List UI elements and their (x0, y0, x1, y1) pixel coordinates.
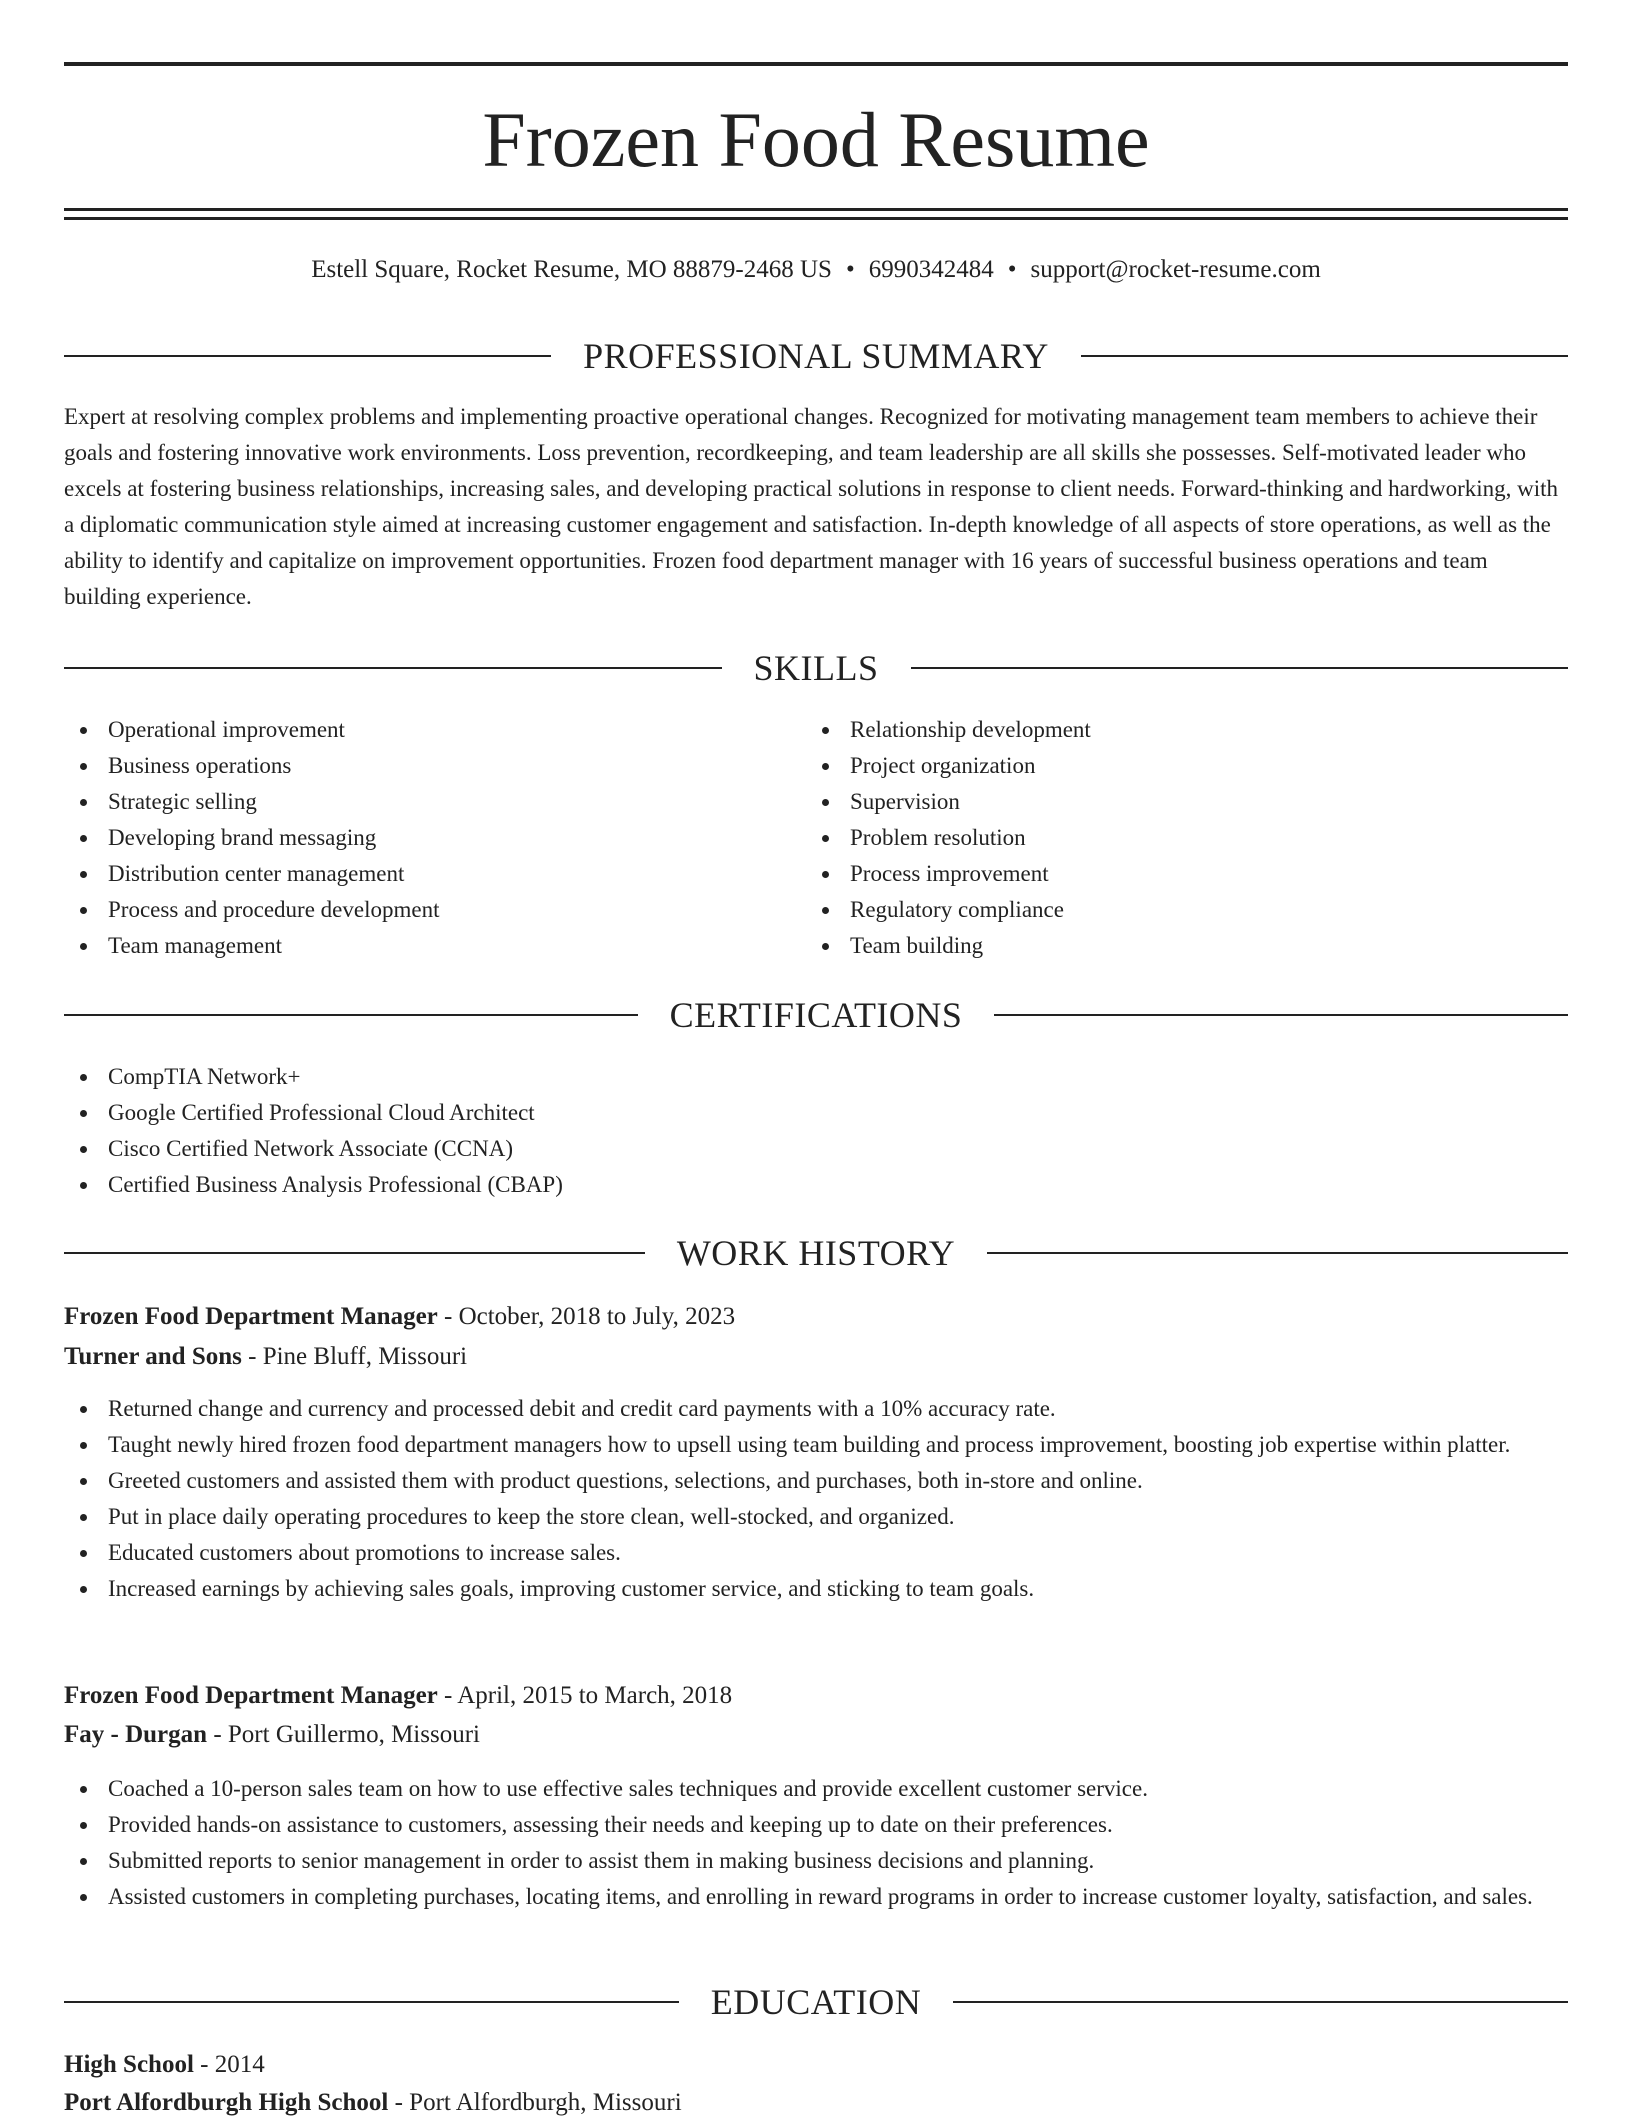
education-degree-line (64, 2046, 1568, 2084)
education-year: - 2014 (200, 2051, 265, 2078)
job-company-line (64, 1338, 1568, 1376)
job-company-line (64, 1716, 1568, 1754)
section-heading-education (64, 1980, 1568, 2024)
contact-address: Estell Square, Rocket Resume, MO 88879-2468 US (311, 256, 832, 283)
education-degree: High School (64, 2051, 194, 2078)
skill-item: Distribution center management (64, 856, 806, 892)
certification-item: CompTIA Network+ (64, 1059, 1568, 1095)
skill-item: Process improvement (806, 856, 1568, 892)
education-location: - Port Alfordburgh, Missouri (394, 2089, 682, 2116)
contact-line (64, 252, 1568, 288)
job-bullet: Greeted customers and assisted them with product questions, selections, and purchases, both in-store and online. (64, 1463, 1568, 1499)
skill-item: Business operations (64, 748, 806, 784)
certification-item: Certified Business Analysis Professional (CBAP) (64, 1167, 1568, 1203)
title-double-rule (64, 208, 1568, 220)
job-bullet: Submitted reports to senior management in order to assist them in making business decisions and planning. (64, 1843, 1568, 1879)
job-bullet: Provided hands-on assistance to customers, assessing their needs and keeping up to date on their preferences. (64, 1807, 1568, 1843)
skill-item: Team management (64, 928, 806, 964)
section-heading-work-history (64, 1231, 1568, 1275)
top-rule (64, 62, 1568, 66)
job-dates: - October, 2018 to July, 2023 (444, 1303, 736, 1330)
job-bullet: Put in place daily operating procedures to keep the store clean, well-stocked, and organized. (64, 1499, 1568, 1535)
certifications-list (64, 1059, 1568, 1203)
job-title-line (64, 1298, 1568, 1336)
skills-list-right (806, 712, 1568, 964)
heading-rule (1081, 355, 1568, 357)
skill-item: Supervision (806, 784, 1568, 820)
section-title: EDUCATION (710, 1982, 922, 2022)
job-bullet: Increased earnings by achieving sales goals, improving customer service, and sticking to team goals. (64, 1571, 1568, 1607)
summary-text: Expert at resolving complex problems and implementing proactive operational changes. Recognized for motivating management team members to achieve their goals and fostering innovative work environments. Loss prevention, recordkeeping, and team leadership are all skills she possesses. Self-motivated leader who excels at fostering business relationships, increasing sales, and developing practical solutions in response to client needs. Forward-thinking and hardworking, with a diplomatic communication style aimed at increasing customer engagement and satisfaction. In-depth knowledge of all aspects of store operations, as well as the ability to identify and capitalize on improvement opportunities. Frozen food department manager with 16 years of successful business operations and team building experience. (64, 404, 1559, 609)
job-bullet-list (64, 1771, 1568, 1915)
heading-rule (911, 667, 1569, 669)
heading-rule (987, 1252, 1568, 1254)
education-school-line (64, 2084, 1568, 2122)
job-company: Fay - Durgan (64, 1721, 208, 1748)
contact-separator: • (845, 256, 855, 283)
skills-list-left (64, 712, 806, 964)
skill-item: Project organization (806, 748, 1568, 784)
skill-item: Process and procedure development (64, 892, 806, 928)
job-bullet: Taught newly hired frozen food department managers how to upsell using team building and process improvement, boosting job expertise within platter. (64, 1427, 1568, 1463)
certification-item: Google Certified Professional Cloud Architect (64, 1095, 1568, 1131)
contact-separator: • (1007, 256, 1017, 283)
certification-item: Cisco Certified Network Associate (CCNA) (64, 1131, 1568, 1167)
skill-item: Problem resolution (806, 820, 1568, 856)
heading-rule (953, 2001, 1568, 2003)
contact-phone: 6990342484 (868, 256, 994, 283)
section-heading-skills (64, 646, 1568, 690)
skill-item: Strategic selling (64, 784, 806, 820)
heading-rule (64, 355, 551, 357)
job-location: - Port Guillermo, Missouri (213, 1721, 480, 1748)
heading-rule (64, 1252, 645, 1254)
job-dates: - April, 2015 to March, 2018 (444, 1682, 733, 1709)
education-school: Port Alfordburgh High School (64, 2089, 389, 2116)
job-bullet: Educated customers about promotions to increase sales. (64, 1535, 1568, 1571)
resume-title: Frozen Food Resume (482, 96, 1150, 183)
section-title: PROFESSIONAL SUMMARY (583, 336, 1049, 376)
skill-item: Team building (806, 928, 1568, 964)
job-bullet: Returned change and currency and processed debit and credit card payments with a 10% accuracy rate. (64, 1391, 1568, 1427)
heading-rule (64, 667, 722, 669)
job-bullet: Assisted customers in completing purchases, locating items, and enrolling in reward programs in order to increase customer loyalty, satisfaction, and sales. (64, 1879, 1568, 1915)
section-title: CERTIFICATIONS (669, 995, 963, 1035)
heading-rule (64, 2001, 679, 2003)
skill-item: Operational improvement (64, 712, 806, 748)
job-company: Turner and Sons (64, 1343, 242, 1370)
job-bullet: Coached a 10-person sales team on how to use effective sales techniques and provide excellent customer service. (64, 1771, 1568, 1807)
skill-item: Regulatory compliance (806, 892, 1568, 928)
section-heading-summary (64, 334, 1568, 378)
section-heading-certifications (64, 993, 1568, 1037)
job-bullet-list (64, 1391, 1568, 1607)
skill-item: Relationship development (806, 712, 1568, 748)
job-title-line (64, 1677, 1568, 1715)
contact-email: support@rocket-resume.com (1030, 256, 1321, 283)
job-title: Frozen Food Department Manager (64, 1682, 438, 1709)
section-title: SKILLS (753, 648, 879, 688)
heading-rule (64, 1014, 638, 1016)
job-location: - Pine Bluff, Missouri (248, 1343, 468, 1370)
job-title: Frozen Food Department Manager (64, 1303, 438, 1330)
skill-item: Developing brand messaging (64, 820, 806, 856)
heading-rule (994, 1014, 1568, 1016)
section-title: WORK HISTORY (676, 1233, 956, 1273)
